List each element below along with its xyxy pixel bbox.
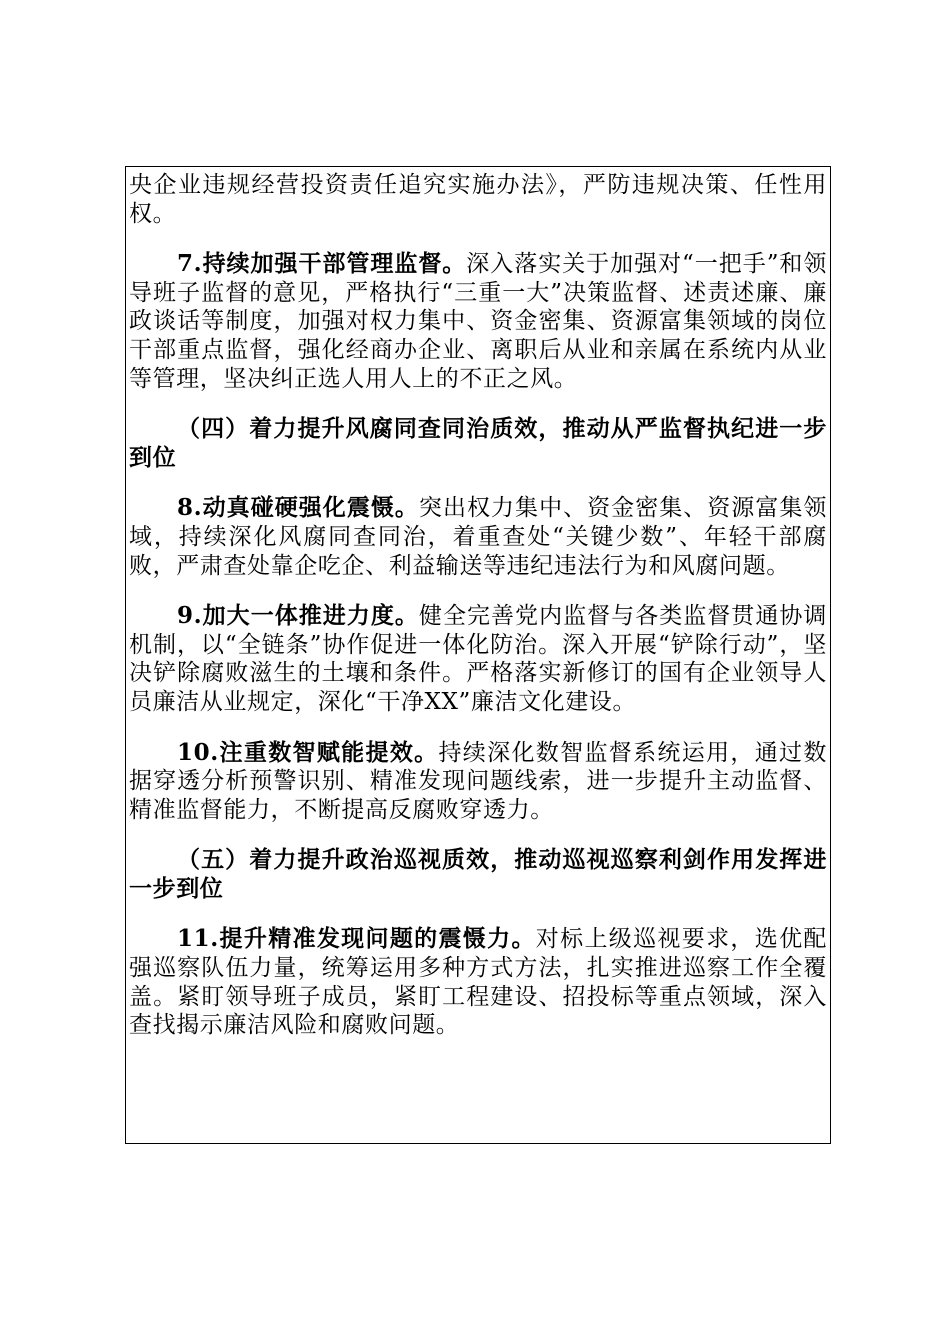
document-body: [129, 171, 827, 1062]
item-9-lead: 9.加大一体推进力度。: [177, 602, 419, 630]
item-9-paragraph: [129, 602, 827, 716]
item-7-lead: 7.持续加强干部管理监督。: [177, 250, 467, 278]
item-7-paragraph: [129, 250, 827, 393]
document-frame: [125, 166, 831, 1144]
item-10-text: 持续深化数智监督系统运用，通过数据穿透分析预警识别、精准发现问题线索，进一步提升主动监督、精准监督能力，不断提高反腐败穿透力。: [129, 739, 827, 823]
section-heading-4: （四）着力提升风腐同查同治质效，推动从严监督执纪进一步到位: [129, 415, 827, 471]
section-heading-5: （五）着力提升政治巡视质效，推动巡视巡察利剑作用发挥进一步到位: [129, 846, 827, 902]
item-8-paragraph: [129, 494, 827, 580]
item-11-lead: 11.提升精准发现问题的震慑力。: [177, 925, 536, 953]
item-11-text: 对标上级巡视要求，选优配强巡察队伍力量，统筹运用多种方式方法，扎实推进巡察工作全覆盖。紧盯领导班子成员，紧盯工程建设、招投标等重点领域，深入查找揭示廉洁风险和腐败问题。: [129, 926, 827, 1039]
item-9-text: 健全完善党内监督与各类监督贯通协调机制，以“全链条”协作促进一体化防治。深入开展“铲除行动”，坚决铲除腐败滋生的土壤和条件。严格落实新修订的国有企业领导人员廉洁从业规定，深化“干净XX”廉洁文化建设。: [129, 603, 827, 715]
paragraph-continuation: [129, 171, 827, 228]
item-10-paragraph: [129, 739, 827, 825]
item-8-lead: 8.动真碰硬强化震慑。: [177, 494, 419, 522]
item-10-lead: 10.注重数智赋能提效。: [177, 738, 439, 766]
item-7-text: 深入落实关于加强对“一把手”和领导班子监督的意见，严格执行“三重一大”决策监督、述责述廉、廉政谈话等制度，加强对权力集中、资金密集、资源富集领域的岗位干部重点监督，强化经商办企业、离职后从业和亲属在系统内从业等管理，坚决纠正选人用人上的不正之风。: [129, 251, 828, 392]
item-11-paragraph: [129, 925, 827, 1039]
item-8-text: 突出权力集中、资金密集、资源富集领域，持续深化风腐同查同治，着重查处“关键少数”、年轻干部腐败，严肃查处靠企吃企、利益输送等违纪违法行为和风腐问题。: [129, 495, 827, 579]
paragraph-text: 央企业违规经营投资责任追究实施办法》，严防违规决策、任性用权。: [129, 172, 827, 227]
